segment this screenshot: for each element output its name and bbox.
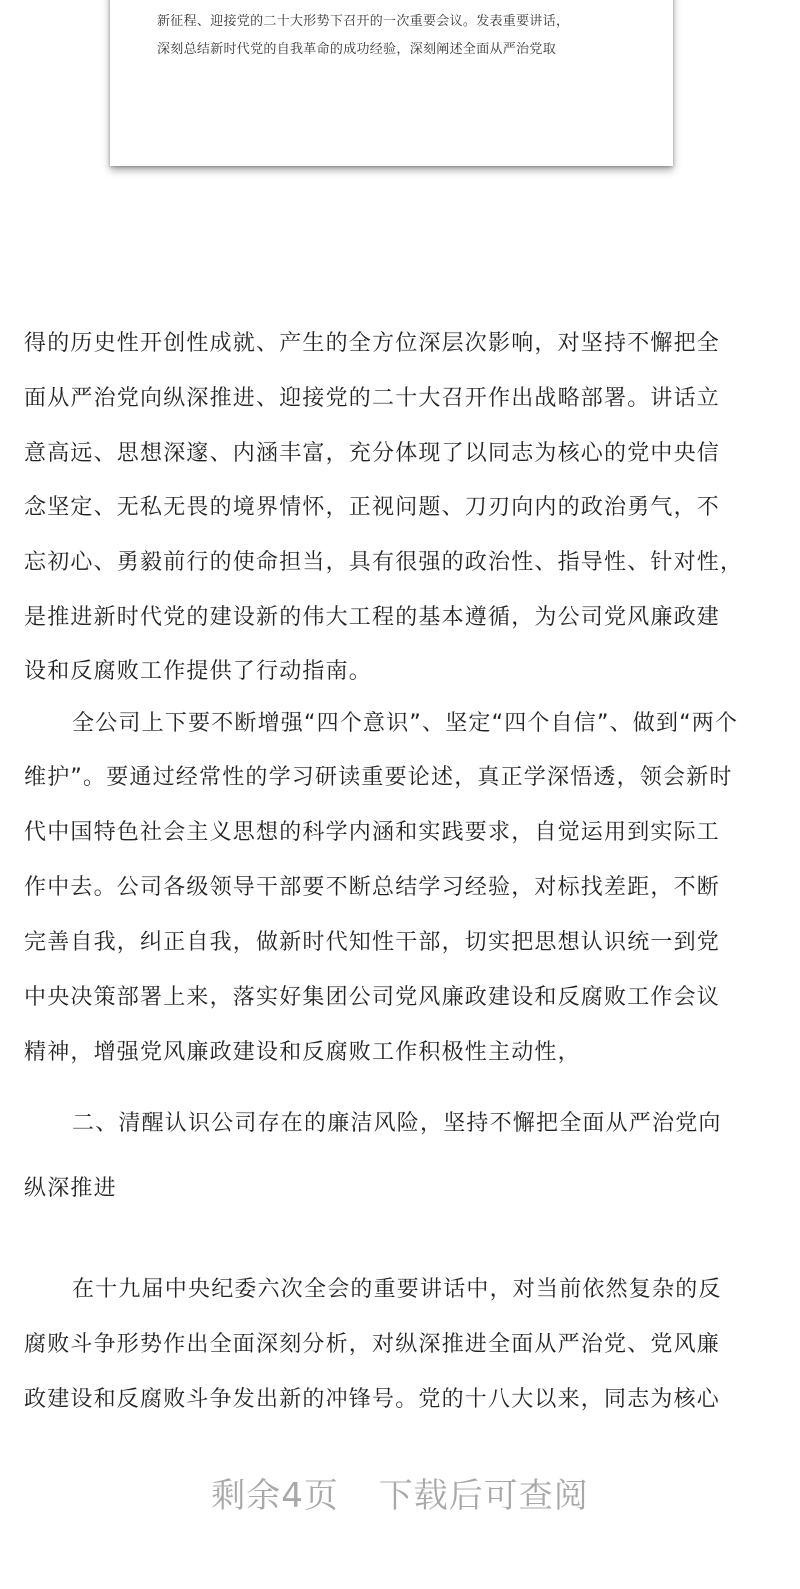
- download-to-view-label[interactable]: 下载后可查阅: [378, 1476, 589, 1516]
- text-line: 完善自我，纠正自我，做新时代知性干部，切实把思想认识统一到党: [24, 930, 721, 955]
- text-line: 精神，增强党风廉政建设和反腐败工作积极性主动性，: [24, 1040, 581, 1065]
- text-line: 念坚定、无私无畏的境界情怀，正视问题、刀刃向内的政治勇气，不: [24, 495, 721, 520]
- text-line: 是推进新时代党的建设新的伟大工程的基本遵循，为公司党风廉政建: [24, 605, 721, 630]
- text-line: 在十九届中央纪委六次全会的重要讲话中，对当前依然复杂的反: [72, 1277, 722, 1302]
- download-prompt[interactable]: [0, 1468, 800, 1517]
- text-line: 维护”。要通过经常性的学习研读重要论述，真正学深悟透，领会新时: [24, 765, 733, 790]
- text-line: 政建设和反腐败斗争发出新的冲锋号。党的十八大以来，同志为核心: [24, 1387, 721, 1412]
- text-line: 代中国特色社会主义思想的科学内涵和实践要求，自觉运用到实际工: [24, 820, 721, 845]
- text-line: 作中去。公司各级领导干部要不断总结学习经验，对标找差距，不断: [24, 875, 721, 900]
- text-line: 得的历史性开创性成就、产生的全方位深层次影响，对坚持不懈把全: [24, 331, 721, 356]
- document-preview-card: [110, 0, 673, 166]
- heading-line: 二、清醒认识公司存在的廉洁风险，坚持不懈把全面从严治党向: [72, 1111, 722, 1136]
- text-line: 腐败斗争形势作出全面深刻分析，对纵深推进全面从严治党、党风廉: [24, 1332, 721, 1357]
- text-line: 设和反腐败工作提供了行动指南。: [24, 659, 373, 684]
- text-line: 面从严治党向纵深推进、迎接党的二十大召开作出战略部署。讲话立: [24, 386, 721, 411]
- text-line: 意高远、思想深邃、内涵丰富，充分体现了以同志为核心的党中央信: [24, 441, 721, 466]
- preview-line: 深刻总结新时代党的自我革命的成功经验，深刻阐述全面从严治党取: [157, 42, 557, 57]
- text-line: 中央决策部署上来，落实好集团公司党风廉政建设和反腐败工作会议: [24, 985, 721, 1010]
- heading-line: 纵深推进: [24, 1176, 117, 1201]
- remaining-pages-label: 剩余4页: [211, 1476, 339, 1516]
- text-line: 全公司上下要不断增强“四个意识”、坚定“四个自信”、做到“两个: [72, 711, 739, 736]
- preview-line: 新征程、迎接党的二十大形势下召开的一次重要会议。发表重要讲话，: [157, 14, 570, 29]
- text-line: 忘初心、勇毅前行的使命担当，具有很强的政治性、指导性、针对性，: [24, 550, 744, 575]
